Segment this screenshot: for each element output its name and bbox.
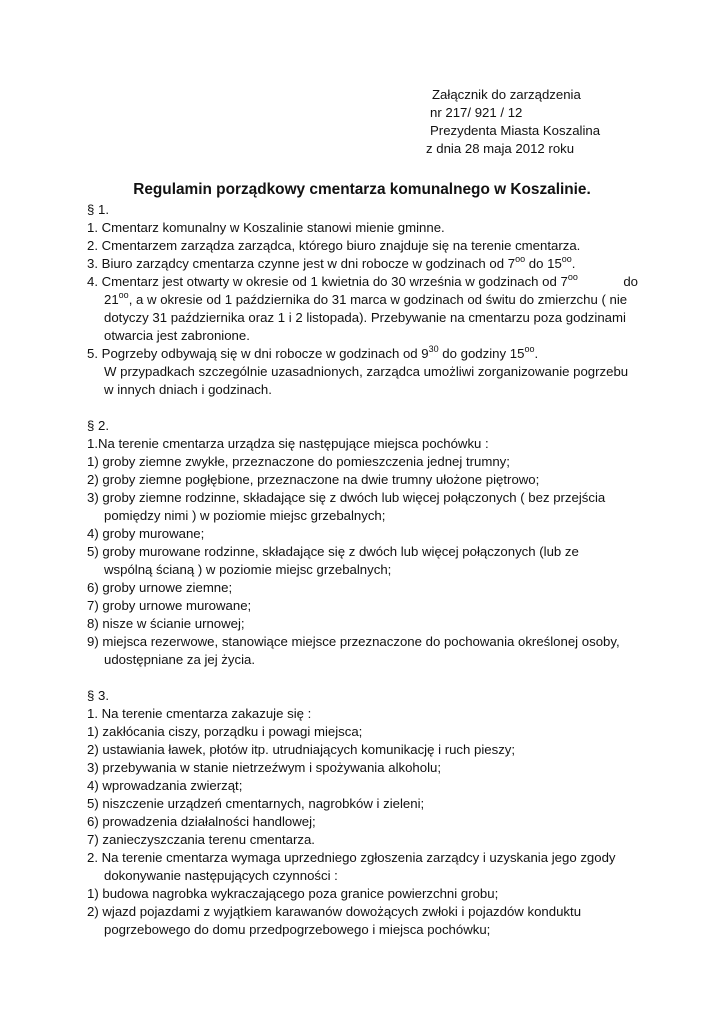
s3-item-4: 4) wprowadzania zwierząt; <box>87 778 243 793</box>
s3-item-6: 6) prowadzenia działalności handlowej; <box>87 814 316 829</box>
s2-item-6: 6) groby urnowe ziemne; <box>87 580 233 595</box>
s1-item-4-line-3: dotyczy 31 października oraz 1 i 2 listopada). Przebywanie na cmentarzu poza godzinami <box>104 310 626 325</box>
s1-item-4-line-4: otwarcia jest zabronione. <box>104 328 250 343</box>
header-line-president: Prezydenta Miasta Koszalina <box>430 123 601 138</box>
s1-item-2: 2. Cmentarzem zarządza zarządca, którego biuro znajduje się na terenie cmentarza. <box>87 238 581 253</box>
section-1-heading: § 1. <box>87 202 109 217</box>
s3-item-5: 5) niszczenie urządzeń cmentarnych, nagrobków i zieleni; <box>87 796 425 811</box>
s1-item-5-line-1: 5. Pogrzeby odbywają się w dni robocze w godzinach od $9^{30}$ do godziny $15^{oo}$. <box>87 344 539 361</box>
s1-item-5-line-2: W przypadkach szczególnie uzasadnionych, zarządca umożliwi zorganizowanie pogrzebu <box>104 364 629 379</box>
s1-item-4-line-1: 4. Cmentarz jest otwarty w okresie od 1 kwietnia do 30 września w godzinach od $7^{oo}$ do <box>87 272 638 289</box>
s1-item-3: 3. Biuro zarządcy cmentarza czynne jest w dni robocze w godzinach od $7^{oo}$ do $15^{oo}$. <box>87 254 576 271</box>
s3-item-2: 2) ustawiania ławek, płotów itp. utrudniających komunikację i ruch pieszy; <box>87 742 516 757</box>
header-line-number: nr 217/ 921 / 12 <box>430 105 523 120</box>
s1-item-4-line-2: $21^{oo}$, a w okresie od 1 października do 31 marca w godzinach od świtu do zmierzchu ( nie <box>104 290 628 307</box>
s3-paragraph-2-line-2: dokonywanie następujących czynności : <box>104 868 338 883</box>
s2-item-9-line-2: udostępniane za jej życia. <box>104 652 256 667</box>
s2-item-9-line-1: 9) miejsca rezerwowe, stanowiące miejsce przeznaczone do pochowania określonej osoby, <box>87 634 620 649</box>
s2-item-1: 1) groby ziemne zwykłe, przeznaczone do pomieszczenia jednej trumny; <box>87 454 510 469</box>
s2-item-3-line-1: 3) groby ziemne rodzinne, składające się z dwóch lub więcej połączonych ( bez przejścia <box>87 490 606 505</box>
s3-item-3: 3) przebywania w stanie nietrzeźwym i spożywania alkoholu; <box>87 760 442 775</box>
s3-intro: 1. Na terenie cmentarza zakazuje się : <box>87 706 312 721</box>
s2-item-4: 4) groby murowane; <box>87 526 205 541</box>
section-3-heading: § 3. <box>87 688 109 703</box>
s3-p2-item-2-line-2: pogrzebowego do domu przedpogrzebowego i miejsca pochówku; <box>104 922 491 937</box>
header-line-attachment: Załącznik do zarządzenia <box>432 87 581 102</box>
s3-p2-item-1: 1) budowa nagrobka wykraczającego poza granice powierzchni grobu; <box>87 886 499 901</box>
s3-item-1: 1) zakłócania ciszy, porządku i powagi miejsca; <box>87 724 363 739</box>
document-title: Regulamin porządkowy cmentarza komunalnego w Koszalinie. <box>133 181 591 198</box>
s3-paragraph-2-line-1: 2. Na terenie cmentarza wymaga uprzedniego zgłoszenia zarządcy i uzyskania jego zgody <box>87 850 616 865</box>
section-2-heading: § 2. <box>87 418 109 433</box>
s2-item-8: 8) nisze w ścianie urnowej; <box>87 616 245 631</box>
s2-item-3-line-2: pomiędzy nimi ) w poziomie miejsc grzebalnych; <box>104 508 386 523</box>
s1-item-5-line-3: w innych dniach i godzinach. <box>104 382 272 397</box>
s3-p2-item-2-line-1: 2) wjazd pojazdami z wyjątkiem karawanów dowożących zwłoki i pojazdów konduktu <box>87 904 582 919</box>
s2-item-2: 2) groby ziemne pogłębione, przeznaczone na dwie trumny ułożone piętrowo; <box>87 472 540 487</box>
s2-item-7: 7) groby urnowe murowane; <box>87 598 252 613</box>
s2-item-5-line-2: wspólną ścianą ) w poziomie miejsc grzebalnych; <box>104 562 392 577</box>
s3-item-7: 7) zanieczyszczania terenu cmentarza. <box>87 832 315 847</box>
s2-intro: 1.Na terenie cmentarza urządza się następujące miejsca pochówku : <box>87 436 489 451</box>
s1-item-1: 1. Cmentarz komunalny w Koszalinie stanowi mienie gminne. <box>87 220 445 235</box>
header-line-date: z dnia 28 maja 2012 roku <box>426 141 575 156</box>
s2-item-5-line-1: 5) groby murowane rodzinne, składające się z dwóch lub więcej połączonych (lub ze <box>87 544 579 559</box>
